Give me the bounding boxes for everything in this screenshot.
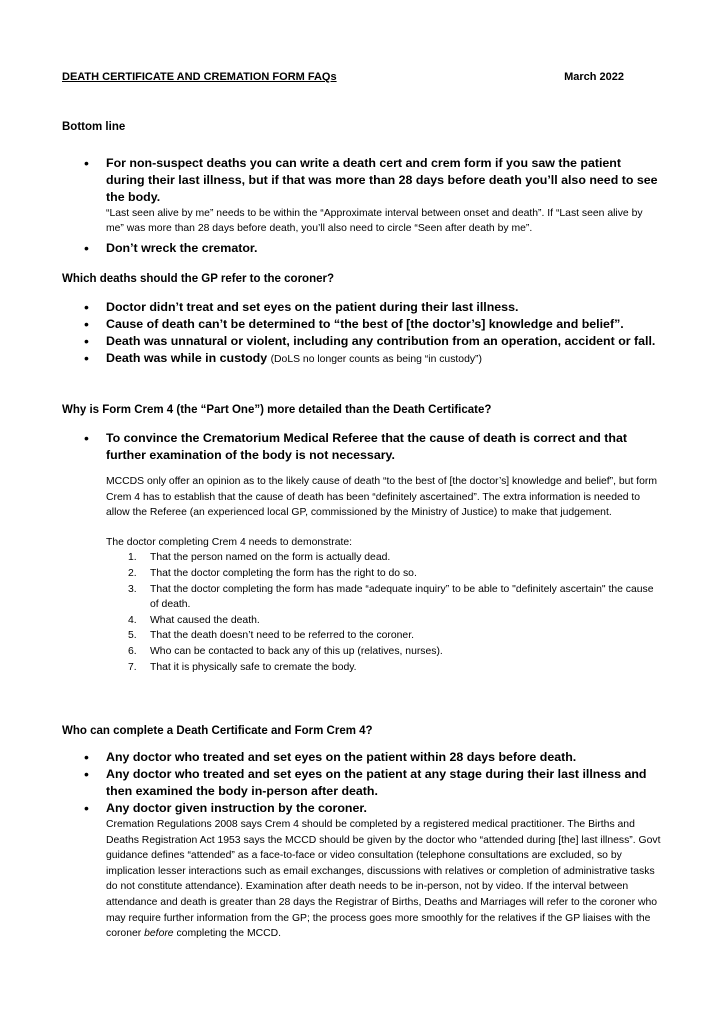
item-number: 1. [128,552,137,564]
paragraph-text: completing the MCCD. [173,928,282,940]
list-item [62,430,662,464]
bullet-list [62,749,662,942]
list-item [62,333,662,350]
item-number: 4. [128,614,137,626]
bullet-note: (DoLS no longer counts as being “in custody”) [270,354,482,365]
bullet-list [62,299,662,367]
item-number: 2. [128,567,137,579]
section-crem4 [62,404,662,675]
item-number: 7. [128,661,137,673]
list-item [62,800,662,942]
steps-intro: The doctor completing Crem 4 needs to demonstrate: [106,536,353,548]
item-text: That the doctor completing the form has made “adequate inquiry” to be able to "definitely ascertain" the cause of death. [150,583,654,611]
document-date: March 2022 [564,71,624,83]
bullet-text: • Doctor didn’t treat and set eyes on the patient during their last illness. [106,300,519,314]
list-item [62,350,662,367]
bullet-text: • Don’t wreck the cremator. [106,241,258,255]
bullet-text: • Any doctor given instruction by the coroner. [106,801,367,815]
paragraph-text: Cremation Regulations 2008 says Crem 4 should be completed by a registered medical practitioner. The Births and Deaths Registration Act 1953 says the MCCD should be given by the doctor who “attended during [the] last illness”. Govt guidance defines “attended” as a face-to-face or video consultation (telephone consultations are excluded, so by implication lesser interactions such as email exchanges, discussions with relatives or completion of administrative tasks do not constitute attendance). Examination after death needs to be in-person, not by video. If the interval between attendance and death is greater than 28 days the Registrar of Births, Deaths and Marriages will refer to the coroner who may require further information from the GP; the process goes more smoothly for the relatives if the GP liaises with the coroner [106,819,661,940]
list-item [62,766,662,800]
item-text: That the death doesn’t need to be referred to the coroner. [150,630,414,642]
bullet-list [62,430,662,464]
numbered-item [106,566,662,582]
explanation-paragraph: MCCDS only offer an opinion as to the likely cause of death “to the best of [the doctor’s] knowledge and belief”, but form Crem 4 has to establish that the cause of death has been “definitely ascertained”. The extra information is needed to allow the Referee (an experienced local GP, commissioned by the Ministry of Justice) to make that judgement. [106,476,658,519]
numbered-list [106,550,662,675]
section-heading: Which deaths should the GP refer to the coroner? [62,273,334,285]
bullet-text: Death was while in custody [106,351,268,365]
list-item [62,240,662,257]
item-text: Who can be contacted to back any of this up (relatives, nurses). [150,645,443,657]
bullet-note: “Last seen alive by me” needs to be within the “Approximate interval between onset and death”. If “Last seen alive by me” was more than 28 days before death, you’ll also need to circle “Seen after death by me”. [106,208,643,234]
section-heading: Why is Form Crem 4 (the “Part One”) more detailed than the Death Certificate? [62,404,492,416]
explanation-paragraph [106,817,662,942]
bullet-text: • For non-suspect deaths you can write a death cert and crem form if you saw the patient during their last illness, but if that was more than 28 days before death you’ll also need to see the body. [106,156,658,204]
numbered-item [106,644,662,660]
bullet-text: • Any doctor who treated and set eyes on the patient at any stage during their last illness and then examined the body in-person after death. [106,767,647,798]
document-title: DEATH CERTIFICATE AND CREMATION FORM FAQs [62,71,337,83]
numbered-item [106,660,662,676]
list-item [62,299,662,316]
section-who-can-complete [62,725,662,942]
emphasis-text: before [144,928,174,940]
bullet-text: • Cause of death can’t be determined to “the best of [the doctor’s] knowledge and belief”. [106,317,624,331]
item-number: 5. [128,630,137,642]
section-heading: Bottom line [62,121,126,133]
bullet-text: • To convince the Crematorium Medical Referee that the cause of death is correct and that further examination of the body is not necessary. [106,431,627,462]
section-heading: Who can complete a Death Certificate and Form Crem 4? [62,725,373,737]
item-text: That the doctor completing the form has the right to do so. [150,567,417,579]
numbered-item [106,582,662,613]
item-text: That it is physically safe to cremate the body. [150,661,357,673]
item-number: 6. [128,645,137,657]
list-item [62,155,662,236]
section-coroner [62,273,662,367]
bullet-text: • Death was unnatural or violent, including any contribution from an operation, accident or fall. [106,334,656,348]
item-number: 3. [128,583,137,595]
bullet-list [62,155,662,257]
section-bottom-line [62,121,662,257]
numbered-item [106,550,662,566]
header-row [62,71,642,83]
bullet-text: • Any doctor who treated and set eyes on the patient within 28 days before death. [106,750,577,764]
item-text: That the person named on the form is actually dead. [150,552,391,564]
numbered-item [106,613,662,629]
list-item [62,749,662,766]
item-text: What caused the death. [150,614,260,626]
numbered-item [106,628,662,644]
list-item [62,316,662,333]
